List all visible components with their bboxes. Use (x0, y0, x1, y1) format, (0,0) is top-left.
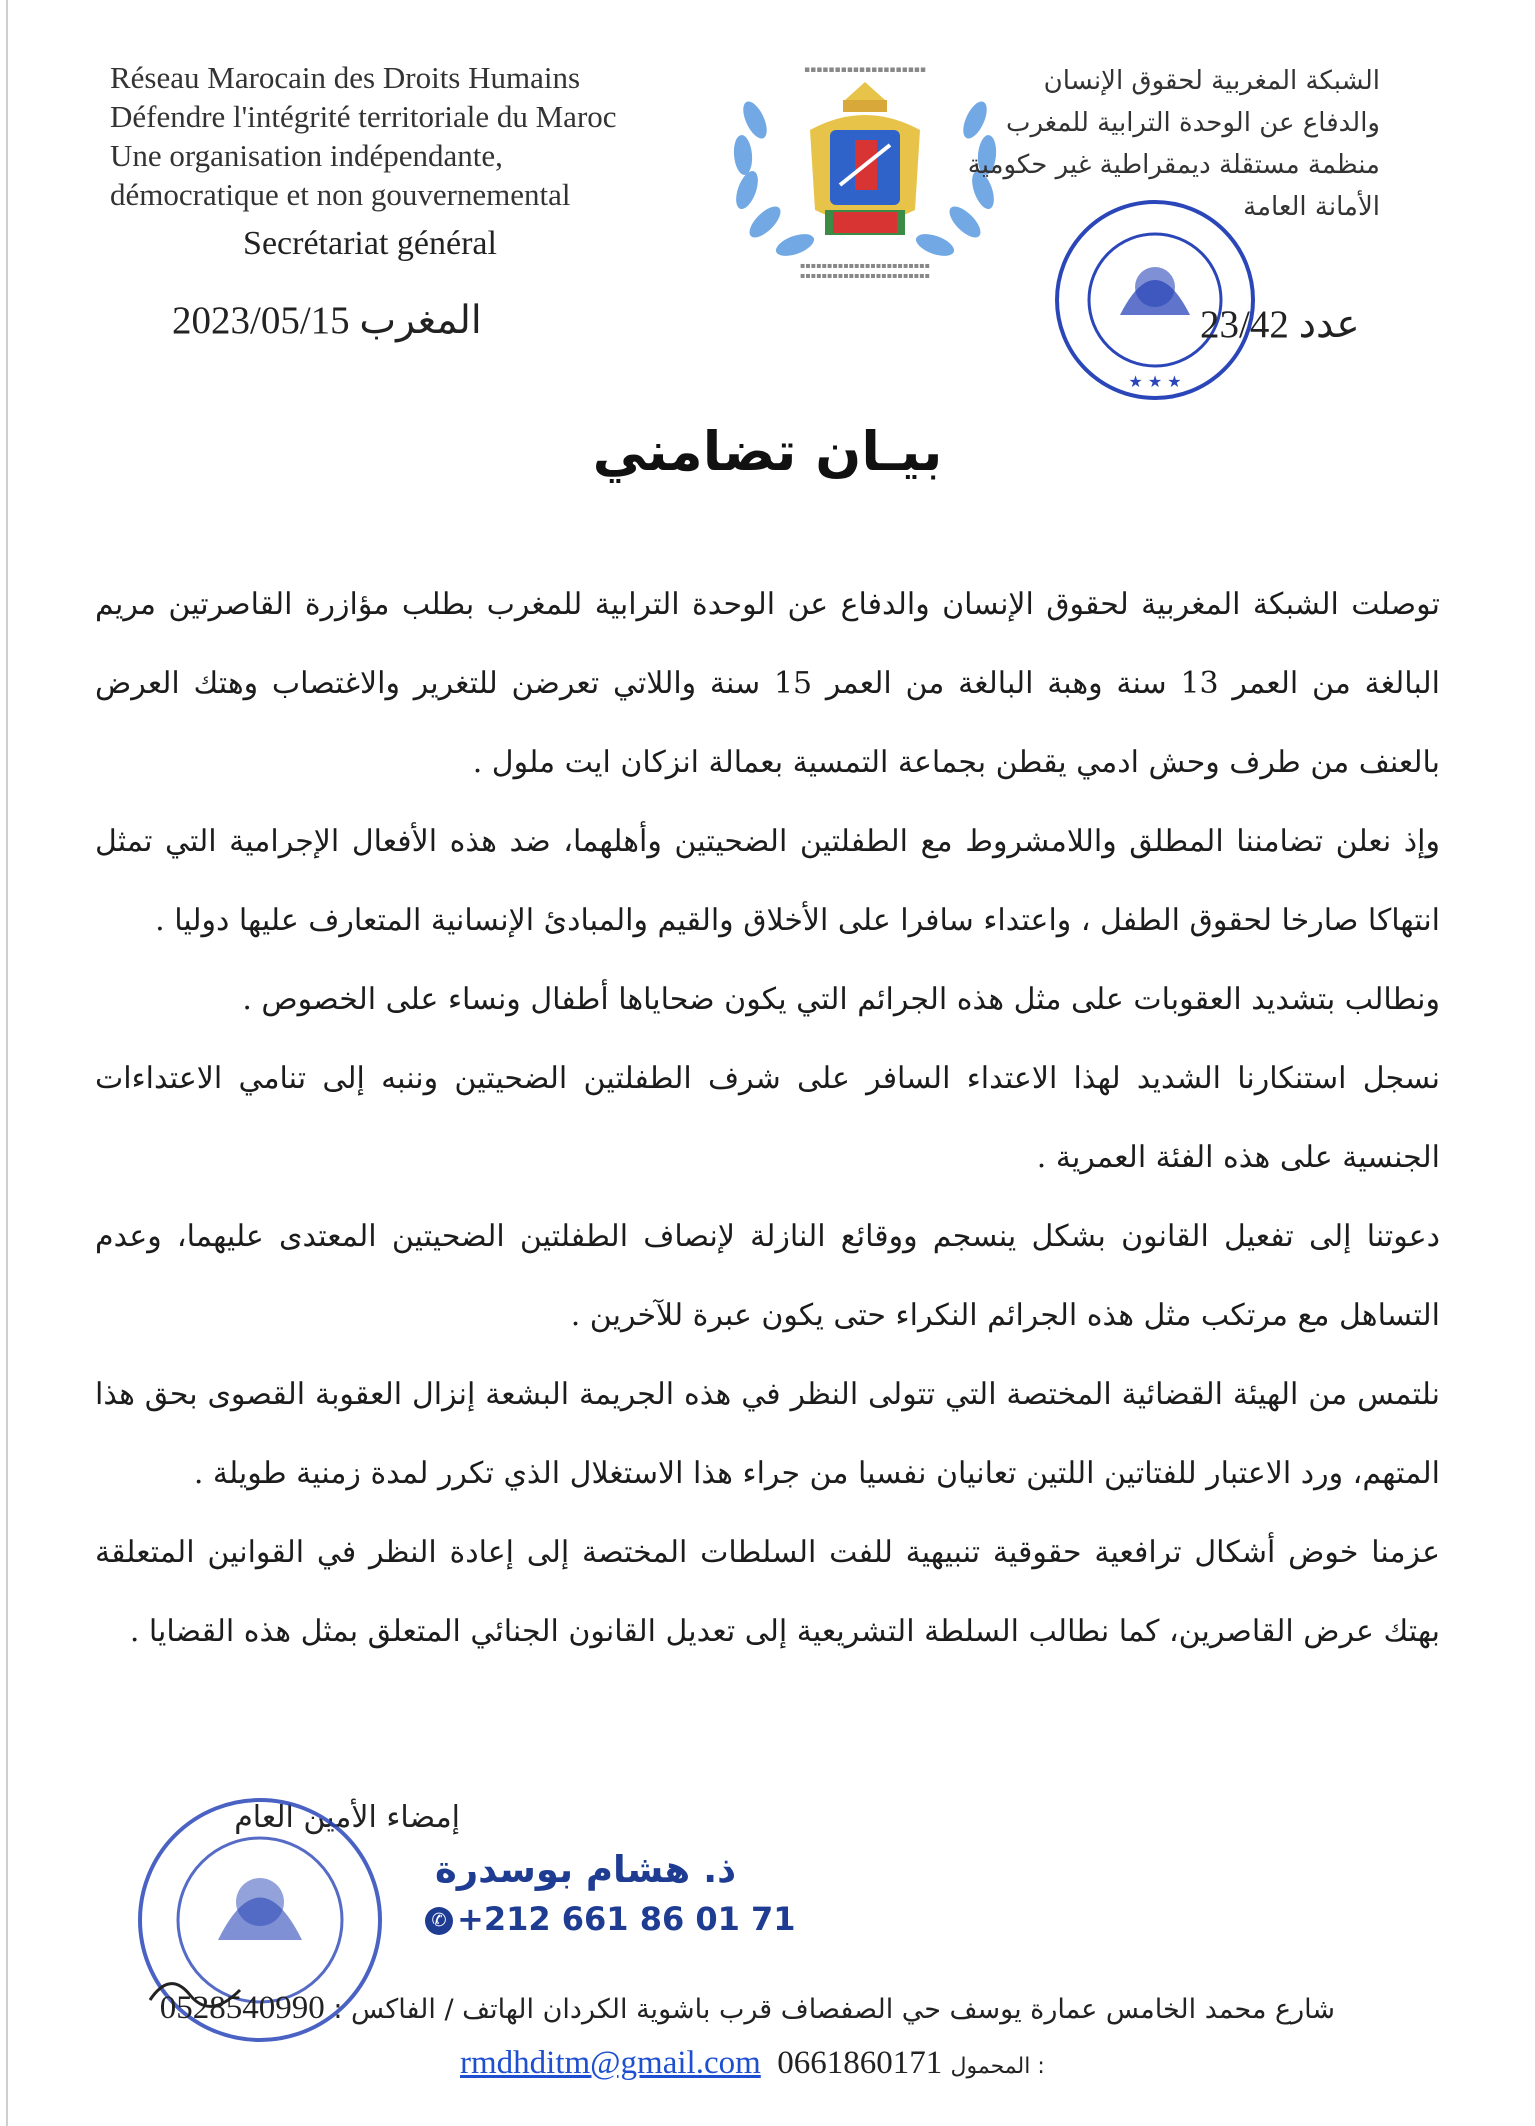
mobile-label: المحمول : (950, 2054, 1045, 2079)
footer-contact (460, 2045, 1045, 2082)
secretariat-ar: الأمانة العامة (1243, 192, 1380, 222)
org-mission-fr: Défendre l'intégrité territoriale du Maroc (110, 99, 617, 134)
org-type-fr-1: Une organisation indépendante, (110, 138, 503, 173)
footer-fax: 0528540990 (159, 1990, 325, 2026)
signature-label: إمضاء الأمين العام (234, 1800, 460, 1835)
statement-body (95, 565, 1440, 1671)
paragraph-7: عزمنا خوض أشكال ترافعية حقوقية تنبيهية للفت السلطات المختصة إلى إعادة النظر في القوانين المتعلقة بهتك عرض القاصرين، كما نطالب السلطة التشريعية إلى تعديل القانون الجنائي المتعلق بمثل هذه القضايا . (95, 1535, 1440, 1649)
mobile-number: 0661860171 (777, 2045, 943, 2081)
org-mission-ar: والدفاع عن الوحدة الترابية للمغرب (1005, 108, 1380, 138)
paragraph-3: ونطالب بتشديد العقوبات على مثل هذه الجرائم التي يكون ضحاياها أطفال ونساء على الخصوص . (242, 982, 1440, 1017)
phone-icon: ✆ (425, 1907, 453, 1935)
date-value: 2023/05/15 (172, 299, 350, 342)
official-stamp-icon (1050, 195, 1260, 405)
svg-text:▪▪▪▪▪▪▪▪▪▪▪▪▪▪▪▪▪▪▪▪▪▪▪▪: ▪▪▪▪▪▪▪▪▪▪▪▪▪▪▪▪▪▪▪▪▪▪▪▪ (799, 271, 931, 280)
svg-text:▪▪▪▪▪▪▪▪▪▪▪▪▪▪▪▪▪▪▪▪▪▪▪▪: ▪▪▪▪▪▪▪▪▪▪▪▪▪▪▪▪▪▪▪▪▪▪▪▪ (799, 261, 931, 270)
paragraph-6: نلتمس من الهيئة القضائية المختصة التي تتولى النظر في هذه الجريمة البشعة إنزال العقوبة القصوى بحق هذا المتهم، ورد الاعتبار للفتاتين اللتين تعانيان نفسيا من جراء هذا الاستغلال الذي تكرر لمدة زمنية طويلة . (95, 1377, 1440, 1491)
reference-value: 23/42 (1200, 303, 1289, 346)
reference-number (1200, 302, 1360, 347)
signer-phone (425, 1900, 796, 1938)
svg-text:★ ★ ★: ★ ★ ★ (1128, 372, 1182, 391)
document-date (172, 298, 482, 343)
signer-name: ذ. هشام بوسدرة (435, 1848, 737, 1891)
org-type-fr-2: démocratique et non gouvernemental (110, 177, 571, 212)
date-place: المغرب (359, 299, 482, 342)
reference-label: عدد (1298, 303, 1360, 346)
page-edge (6, 0, 8, 2126)
paragraph-2: وإذ نعلن تضامننا المطلق واللامشروط مع الطفلتين الضحيتين وأهلهما، ضد هذه الأفعال الإجرامية التي تمثل انتهاكا صارخا لحقوق الطفل ، واعتداء سافرا على الأخلاق والقيم والمبادئ الإنسانية المتعارف عليها دوليا . (95, 824, 1440, 938)
document-title: بيـان تضامني (592, 420, 943, 483)
org-type-ar: منظمة مستقلة ديمقراطية غير حكومية (967, 150, 1380, 180)
email-link[interactable]: rmdhditm@gmail.com (460, 2045, 761, 2081)
svg-text:▪▪▪▪▪▪▪▪▪▪▪▪▪▪▪▪▪▪▪▪: ▪▪▪▪▪▪▪▪▪▪▪▪▪▪▪▪▪▪▪▪ (804, 65, 926, 75)
header-french (110, 58, 710, 263)
coat-of-arms-icon (810, 82, 920, 235)
footer-address-text: شارع محمد الخامس عمارة يوسف حي الصفصاف قرب باشوية الكردان الهاتف / الفاكس : (333, 1994, 1335, 2025)
paragraph-5: دعوتنا إلى تفعيل القانون بشكل ينسجم ووقائع النازلة لإنصاف الطفلتين الضحيتين المعتدى عليهما، وعدم التساهل مع مرتكب مثل هذه الجرائم النكراء حتى يكون عبرة للآخرين . (95, 1219, 1440, 1333)
footer-address (160, 1990, 1335, 2027)
org-name-fr: Réseau Marocain des Droits Humains (110, 60, 581, 95)
paragraph-4: نسجل استنكارنا الشديد لهذا الاعتداء السافر على شرف الطفلتين الضحيتين وننبه إلى تنامي الاعتداءات الجنسية على هذه الفئة العمرية . (95, 1061, 1440, 1175)
secretariat-fr: Secrétariat général (243, 225, 497, 262)
org-name-ar: الشبكة المغربية لحقوق الإنسان (1043, 66, 1380, 96)
paragraph-1: توصلت الشبكة المغربية لحقوق الإنسان والدفاع عن الوحدة الترابية للمغرب بطلب مؤازرة القاصرتين مريم البالغة من العمر 13 سنة وهبة البالغة من العمر 15 سنة واللاتي تعرضن للتغرير والاغتصاب وهتك العرض بالعنف من طرف وحش ادمي يقطن بجماعة التمسية بعمالة انزكان ايت ملول . (95, 587, 1440, 780)
signer-phone-number: +212 661 86 01 71 (457, 1900, 796, 1938)
